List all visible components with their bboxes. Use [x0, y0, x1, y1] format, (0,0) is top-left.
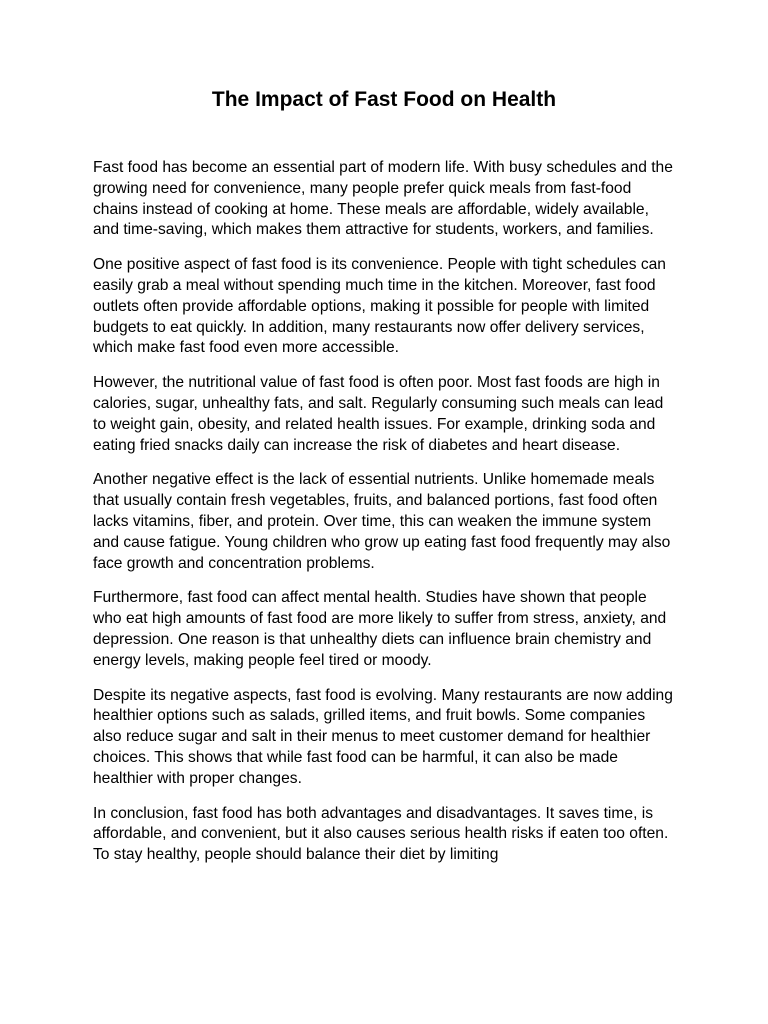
paragraph-nutrition: However, the nutritional value of fast food is often poor. Most fast foods are high in calories, sugar, unhealthy fats, and salt. Regularly consuming such meals can lead to weight gain, obesity, and related health issues. For example, drinking soda and eating fried snacks daily can increase the risk of diabetes and heart disease.	[93, 374, 664, 454]
document-body	[93, 158, 678, 880]
paragraph-nutrients: Another negative effect is the lack of essential nutrients. Unlike homemade meals that usually contain fresh vegetables, fruits, and balanced portions, fast food often lacks vitamins, fiber, and protein. Over time, this can weaken the immune system and cause fatigue. Young children who grow up eating fast food frequently may also face growth and concentration problems.	[93, 471, 671, 572]
paragraph-convenience: One positive aspect of fast food is its convenience. People with tight schedules can easily grab a meal without spending much time in the kitchen. Moreover, fast food outlets often provide affordable options, making it possible for people with limited budgets to eat quickly. In addition, many restaurants now offer delivery services, which make fast food even more accessible.	[93, 256, 666, 357]
paragraph-introduction: Fast food has become an essential part of modern life. With busy schedules and the growing need for convenience, many people prefer quick meals from fast-food chains instead of cooking at home. These meals are affordable, widely available, and time-saving, which makes them attractive for students, workers, and families.	[93, 159, 673, 239]
document-title: The Impact of Fast Food on Health	[211, 88, 557, 111]
paragraph-evolving: Despite its negative aspects, fast food is evolving. Many restaurants are now adding healthier options such as salads, grilled items, and fruit bowls. Some companies also reduce sugar and salt in their menus to meet customer demand for healthier choices. This shows that while fast food can be harmful, it can also be made healthier with proper changes.	[93, 686, 673, 787]
paragraph-mental-health: Furthermore, fast food can affect mental health. Studies have shown that people who eat high amounts of fast food are more likely to suffer from stress, anxiety, and depression. One reason is that unhealthy diets can influence brain chemistry and energy levels, making people feel tired or moody.	[93, 589, 667, 669]
paragraph-conclusion: In conclusion, fast food has both advantages and disadvantages. It saves time, is affordable, and convenient, but it also causes serious health risks if eaten too often. To stay healthy, people should balance their diet by limiting	[93, 804, 669, 864]
